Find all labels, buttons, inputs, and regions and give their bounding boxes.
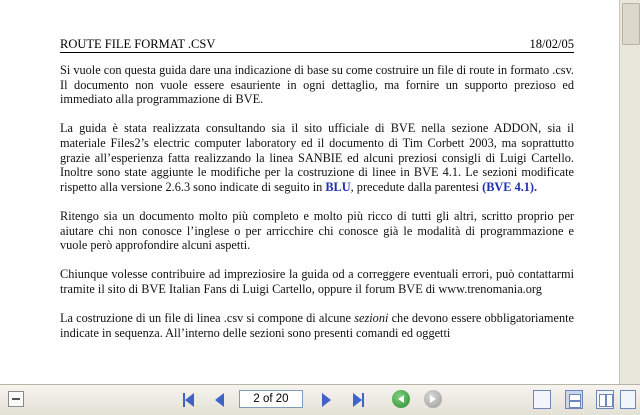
status-toolbar	[0, 384, 640, 415]
first-page-button[interactable]	[179, 391, 197, 409]
paragraph-2-blue-version: (BVE 4.1).	[482, 179, 538, 194]
forward-arrow-icon	[430, 395, 436, 403]
header-title: ROUTE FILE FORMAT .CSV	[60, 37, 216, 51]
paragraph-2-text-a: La guida è stata realizzata consultando sia il sito ufficiale di BVE nella sezione ADDON, sia il materiale Files2’s electric computer laboratory ed il documento di Tim Corbett 2003, ma soprattutto grazie all’esperienza fatta realizzando la linea SANBIE ed alcuni preziosi consigli di Luigi Cartello. Inoltre sono state aggiunte le modifiche per la costruzione di linee in BVE 4.1. Le sezioni modificate rispetto alla versione 2.6.3 sono indicate di seguito in	[60, 121, 574, 194]
next-page-button[interactable]	[317, 391, 335, 409]
paragraph-5-text-a: La costruzione di un file di linea .csv si compone di alcune	[60, 311, 355, 326]
next-page-arrow-icon	[322, 393, 331, 407]
paragraph-4: Chiunque volesse contribuire ad impreziosire la guida od a correggere eventuali errori, può contattarmi tramite il sito di BVE Italian Fans di Luigi Cartello, oppure il forum BVE di www.trenomania.org	[60, 267, 574, 296]
last-page-bar-icon	[362, 393, 364, 407]
paragraph-2-blue-word: BLU	[325, 179, 351, 194]
scrollbar-thumb[interactable]	[622, 3, 640, 45]
page-header	[60, 35, 574, 53]
last-page-arrow-icon	[353, 393, 362, 407]
facing-pages-layout-icon[interactable]	[596, 390, 614, 409]
last-page-button[interactable]	[349, 391, 367, 409]
paragraph-5-text-b: che devono essere obbligatoriamente indicate in sequenza. All’interno delle sezioni sono presenti comandi ed oggetti	[60, 311, 574, 340]
paragraph-3: Ritengo sia un documento molto più completo e molto più ricco di tutti gli altri, scritto proprio per aiutare chi non conosce l’inglese o per arricchire chi conosce già le modalità di programmazione e vuole però approfondire alcuni aspetti.	[60, 208, 574, 253]
paragraph-1: Si vuole con questa guida dare una indicazione di base su come costruire un file di route in formato .csv. Il documento non vuole essere esauriente in ogni dettaglio, ma fornire un supporto prezioso ed immediato alla programmazione di BVE.	[60, 63, 574, 107]
paragraph-2	[60, 121, 574, 194]
paragraph-5-emphasis: sezioni	[354, 311, 389, 326]
continuous-layout-icon[interactable]	[565, 390, 583, 409]
paragraph-2-text-b: , precedute dalla parentesi	[350, 179, 483, 194]
previous-page-arrow-icon	[215, 393, 224, 407]
go-forward-button[interactable]	[424, 390, 442, 408]
minimize-panel-icon[interactable]	[8, 391, 24, 407]
go-back-button[interactable]	[392, 390, 410, 408]
first-page-arrow-icon	[185, 393, 194, 407]
continuous-facing-layout-icon[interactable]	[620, 390, 636, 409]
previous-page-button[interactable]	[210, 391, 228, 409]
page-number-field[interactable]: 2 of 20	[239, 390, 303, 408]
paragraph-5	[60, 311, 574, 340]
single-page-layout-icon[interactable]	[533, 390, 551, 409]
back-arrow-icon	[398, 395, 404, 403]
vertical-scrollbar[interactable]	[619, 0, 640, 384]
header-date: 18/02/05	[529, 37, 574, 51]
document-body	[60, 63, 574, 355]
